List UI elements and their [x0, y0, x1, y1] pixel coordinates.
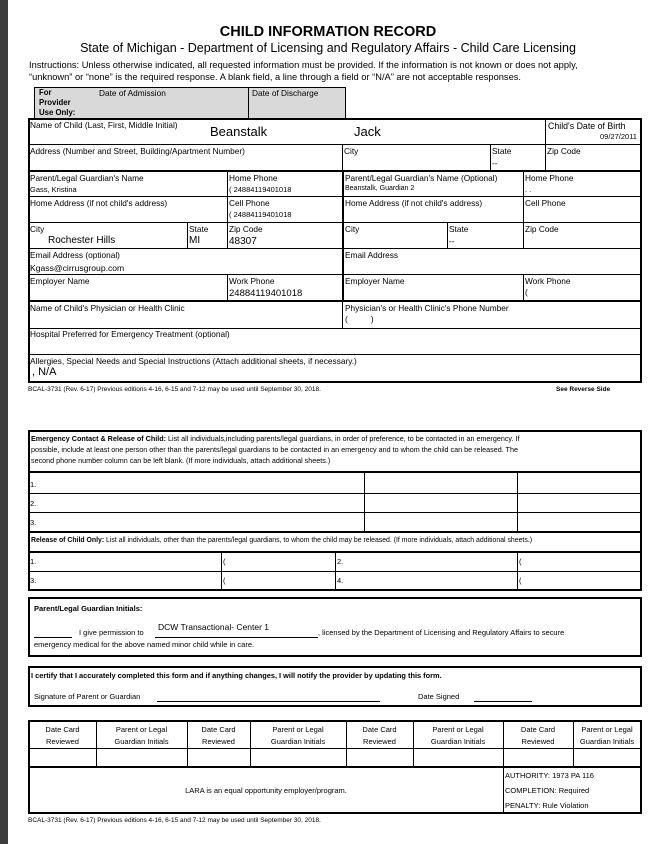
emergency-row-2-number: 2.	[30, 499, 37, 508]
emergency-row-3-name-field[interactable]	[31, 513, 363, 531]
physician-phone-value[interactable]: ( )	[345, 314, 374, 324]
child-address-label: Address (Number and Street, Building/Apartment Number)	[30, 146, 245, 156]
review-entry-cell[interactable]	[188, 749, 249, 765]
guardian-column-divider	[342, 170, 344, 300]
review-entry-cell[interactable]	[504, 749, 572, 765]
divider	[523, 274, 524, 300]
guardian1-employer-label: Employer Name	[30, 276, 90, 286]
release-row-1-phone[interactable]: (	[223, 557, 226, 566]
guardian2-work-phone-value[interactable]: (	[525, 287, 528, 297]
child-zip-label: Zip Code	[547, 146, 581, 156]
release-heading: Release of Child Only:	[31, 537, 105, 544]
divider	[503, 767, 504, 813]
review-column-header	[96, 724, 187, 748]
review-header-line-2: Guardian Initials	[270, 737, 326, 746]
emergency-text-2: possible, include at least one person other than the parents/legal guardians to be contacted in an emergency and to whom the child can be released. The	[31, 445, 518, 454]
discharge-date-label: Date of Discharge	[252, 88, 319, 98]
review-header-line-2: Reviewed	[521, 737, 555, 746]
guardian1-home-phone-label: Home Phone	[229, 173, 278, 183]
review-header-line-1: Parent or Legal	[432, 725, 484, 734]
divider	[29, 144, 641, 145]
divider	[29, 531, 641, 533]
guardian1-work-phone-value[interactable]: 24884119401018	[229, 288, 303, 299]
divider	[364, 472, 365, 532]
divider	[187, 222, 188, 248]
signature-line[interactable]	[157, 701, 380, 702]
emergency-row-2-name-field[interactable]	[31, 494, 363, 512]
child-dob-label: Child's Date of Birth	[548, 121, 626, 131]
release-row-4-number: 4.	[337, 576, 344, 585]
see-reverse-side: See Reverse Side	[556, 386, 611, 393]
child-last-name-value[interactable]: Beanstalk	[210, 124, 268, 139]
penalty-text: PENALTY: Rule Violation	[505, 801, 589, 810]
review-header-line-1: Date Card	[520, 725, 556, 734]
permission-text-line-2: emergency medical for the above named minor child while in care.	[34, 640, 255, 649]
admission-date-label: Date of Admission	[99, 88, 166, 98]
release-row-1-number: 1.	[30, 557, 37, 566]
review-header-line-2: Reviewed	[202, 737, 235, 746]
guardian1-zip-value[interactable]: 48307	[229, 236, 257, 247]
review-entry-cell[interactable]	[347, 749, 412, 765]
date-signed-line[interactable]	[474, 701, 532, 702]
guardian1-home-address-label: Home Address (if not child's address)	[30, 198, 168, 208]
physician-label: Name of Child's Physician or Health Clinic	[30, 303, 185, 313]
review-column-header	[346, 724, 413, 748]
review-column-header	[413, 724, 503, 748]
divider	[227, 274, 228, 300]
guardian1-cell-phone-label: Cell Phone	[229, 198, 270, 208]
guardian2-cell-phone-label: Cell Phone	[525, 198, 566, 208]
provider-label-3: Use Only:	[39, 108, 76, 117]
child-state-value[interactable]: --	[492, 158, 498, 168]
divider	[29, 766, 641, 768]
divider	[29, 170, 641, 172]
divider	[227, 172, 228, 222]
guardian1-name-label: Parent/Legal Guardian's Name	[30, 173, 144, 183]
provider-label-1: For	[39, 88, 52, 97]
review-header-line-1: Date Card	[362, 725, 397, 734]
divider	[29, 248, 641, 249]
review-header-line-1: Date Card	[45, 725, 80, 734]
guardian2-name-value[interactable]: Beanstalk, Guardian 2	[345, 185, 415, 192]
review-entry-cell[interactable]	[30, 749, 95, 765]
guardian2-email-label: Email Address	[345, 250, 399, 260]
guardian2-employer-label: Employer Name	[345, 276, 405, 286]
form-subtitle: State of Michigan - Department of Licensing and Regulatory Affairs - Child Care Licensing	[80, 41, 576, 55]
emergency-heading: Emergency Contact & Release of Child:	[31, 434, 166, 443]
review-header-line-2: Guardian Initials	[579, 737, 635, 746]
emergency-instructions	[31, 433, 637, 466]
guardian1-city-label: City	[30, 224, 45, 234]
divider	[490, 144, 491, 171]
instructions-line-2: “unknown” or “none” is the required response. A blank field, a line through a field or “N/A” are not acceptable responses.	[29, 72, 521, 82]
guardian2-home-address-label: Home Address (if not child's address)	[345, 198, 483, 208]
emergency-row-1-name-field[interactable]	[31, 473, 363, 493]
emergency-row-1-number: 1.	[30, 480, 37, 489]
divider	[29, 748, 641, 749]
equal-opportunity-statement: LARA is an equal opportunity employer/program.	[185, 786, 347, 795]
release-row-2-phone[interactable]: (	[519, 557, 522, 566]
child-first-name-value[interactable]: Jack	[354, 124, 381, 139]
divider	[29, 274, 641, 275]
guardian1-name-value[interactable]: Gass, Kristina	[30, 185, 77, 194]
emergency-instructions-line-1	[31, 433, 637, 444]
release-row-2-number: 2.	[337, 557, 344, 566]
divider	[447, 222, 448, 248]
release-row-3-phone[interactable]: (	[223, 576, 226, 585]
child-name-label: Name of Child (Last, First, Middle Initial)	[30, 120, 178, 130]
divider	[523, 172, 524, 222]
review-entry-cell[interactable]	[97, 749, 186, 765]
child-city-label: City	[344, 146, 359, 156]
review-header-line-1: Parent or Legal	[581, 725, 633, 734]
guardian2-home-phone-value[interactable]: . .	[525, 185, 532, 194]
initials-blank[interactable]	[34, 637, 72, 638]
review-header-line-1: Date Card	[201, 725, 236, 734]
permission-text: I give permission to	[79, 628, 144, 637]
allergies-label: Allergies, Special Needs and Special Instructions (Attach additional sheets, if necessary.)	[30, 356, 357, 366]
review-column-header	[187, 724, 250, 748]
guardian1-cell-phone-value[interactable]: ( 24884119401018	[229, 210, 292, 219]
guardian2-work-phone-label: Work Phone	[525, 276, 571, 286]
licensed-text: , licensed by the Department of Licensing and Regulatory Affairs to secure	[318, 628, 565, 637]
signature-label: Signature of Parent or Guardian	[34, 692, 141, 701]
divider	[29, 222, 641, 223]
review-column-header	[573, 724, 641, 748]
viewer-left-edge	[0, 0, 8, 844]
review-header-line-2: Reviewed	[363, 737, 396, 746]
divider	[342, 301, 343, 328]
page1-form-id: BCAL-3731 (Rev. 6-17) Previous editions 4-16, 6-15 and 7-12 may be used until September 30, 2018.	[28, 386, 321, 393]
divider	[29, 354, 641, 355]
review-header-line-2: Guardian Initials	[114, 737, 169, 746]
guardian1-zip-label: Zip Code	[229, 224, 263, 234]
release-row-4-phone[interactable]: (	[519, 576, 522, 585]
review-header-line-2: Guardian Initials	[430, 737, 486, 746]
emergency-text-1: List all individuals,including parents/legal guardians, in order of preference, to be contacted in an emergency. If	[166, 434, 520, 443]
review-entry-cell[interactable]	[251, 749, 345, 765]
review-entry-cell[interactable]	[414, 749, 502, 765]
date-signed-label: Date Signed	[418, 692, 460, 701]
guardian2-state-value[interactable]: --	[449, 236, 455, 246]
admission-date-field[interactable]	[99, 88, 247, 118]
review-column-header	[250, 724, 346, 748]
release-text: List all individuals, other than the parents/legal guardians, to whom the child may be released. (If more individuals, attach additional sheets.)	[104, 537, 532, 544]
provider-use-box	[34, 87, 346, 118]
child-info-section	[28, 118, 642, 383]
guardian2-zip-label: Zip Code	[525, 224, 559, 234]
divider	[29, 196, 641, 197]
child-dob-value[interactable]: 09/27/2011	[600, 132, 637, 141]
divider	[227, 222, 228, 248]
guardian1-state-value[interactable]: MI	[189, 235, 201, 246]
hospital-label: Hospital Preferred for Emergency Treatment (optional)	[30, 329, 230, 339]
guardian2-name-label: Parent/Legal Guardian's Name (Optional)	[345, 173, 498, 183]
provider-label-2: Provider	[39, 98, 71, 107]
guardian1-email-label: Email Address (optional)	[30, 250, 120, 260]
guardian1-work-phone-label: Work Phone	[229, 276, 275, 286]
completion-text: COMPLETION: Required	[505, 786, 590, 795]
allergies-value[interactable]: , N/A	[32, 366, 57, 378]
discharge-date-field[interactable]	[252, 88, 342, 118]
guardian1-city-value[interactable]: Rochester Hills	[48, 235, 116, 246]
divider	[342, 144, 343, 171]
divider	[523, 222, 524, 248]
review-header-line-2: Reviewed	[46, 737, 79, 746]
page2-form-id: BCAL-3731 (Rev. 6-17) Previous editions 4-16, 6-15 and 7-12 may be used until September 30, 2018.	[28, 817, 321, 824]
guardian1-state-label: State	[189, 224, 209, 234]
guardian2-home-phone-label: Home Phone	[525, 173, 574, 183]
release-instructions	[31, 537, 532, 544]
initials-heading: Parent/Legal Guardian Initials:	[34, 604, 143, 613]
guardian1-home-phone-value[interactable]: ( 24884119401018	[229, 185, 292, 194]
provider-name-line	[155, 637, 318, 638]
divider	[29, 571, 641, 572]
instructions-line-1: Instructions: Unless otherwise indicated, all requested information must be provided. If the information is not known or does not apply,	[29, 60, 578, 70]
review-column-header	[29, 724, 96, 748]
guardian2-state-label: State	[449, 224, 469, 234]
review-header-line-1: Parent or Legal	[115, 725, 168, 734]
divider	[545, 144, 546, 171]
review-column-header	[503, 724, 573, 748]
emergency-row-3-number: 3.	[30, 518, 37, 527]
release-row-3-number: 3.	[30, 576, 37, 585]
review-header-line-1: Parent or Legal	[272, 725, 324, 734]
review-entry-cell[interactable]	[574, 749, 640, 765]
provider-name-value[interactable]: DCW Transactional- Center 1	[158, 622, 270, 632]
child-state-label: State	[492, 146, 512, 156]
physician-phone-label: Physician's or Health Clinic's Phone Number	[345, 303, 509, 313]
guardian1-email-value[interactable]: Kgass@cirrusgroup.com	[30, 263, 125, 273]
emergency-text-3: second phone number column can be left blank. (If more individuals, attach additional sheets.)	[31, 456, 331, 465]
divider	[517, 472, 518, 532]
form-title: CHILD INFORMATION RECORD	[219, 24, 437, 40]
divider	[29, 300, 641, 302]
instructions	[29, 59, 649, 83]
divider	[248, 88, 249, 118]
certify-heading: I certify that I accurately completed this form and if anything changes, I will notify the provider by updating this form.	[31, 671, 442, 680]
guardian2-city-label: City	[345, 224, 360, 234]
authority-text: AUTHORITY: 1973 PA 116	[505, 771, 594, 780]
divider	[545, 119, 546, 144]
provider-label	[39, 88, 75, 118]
